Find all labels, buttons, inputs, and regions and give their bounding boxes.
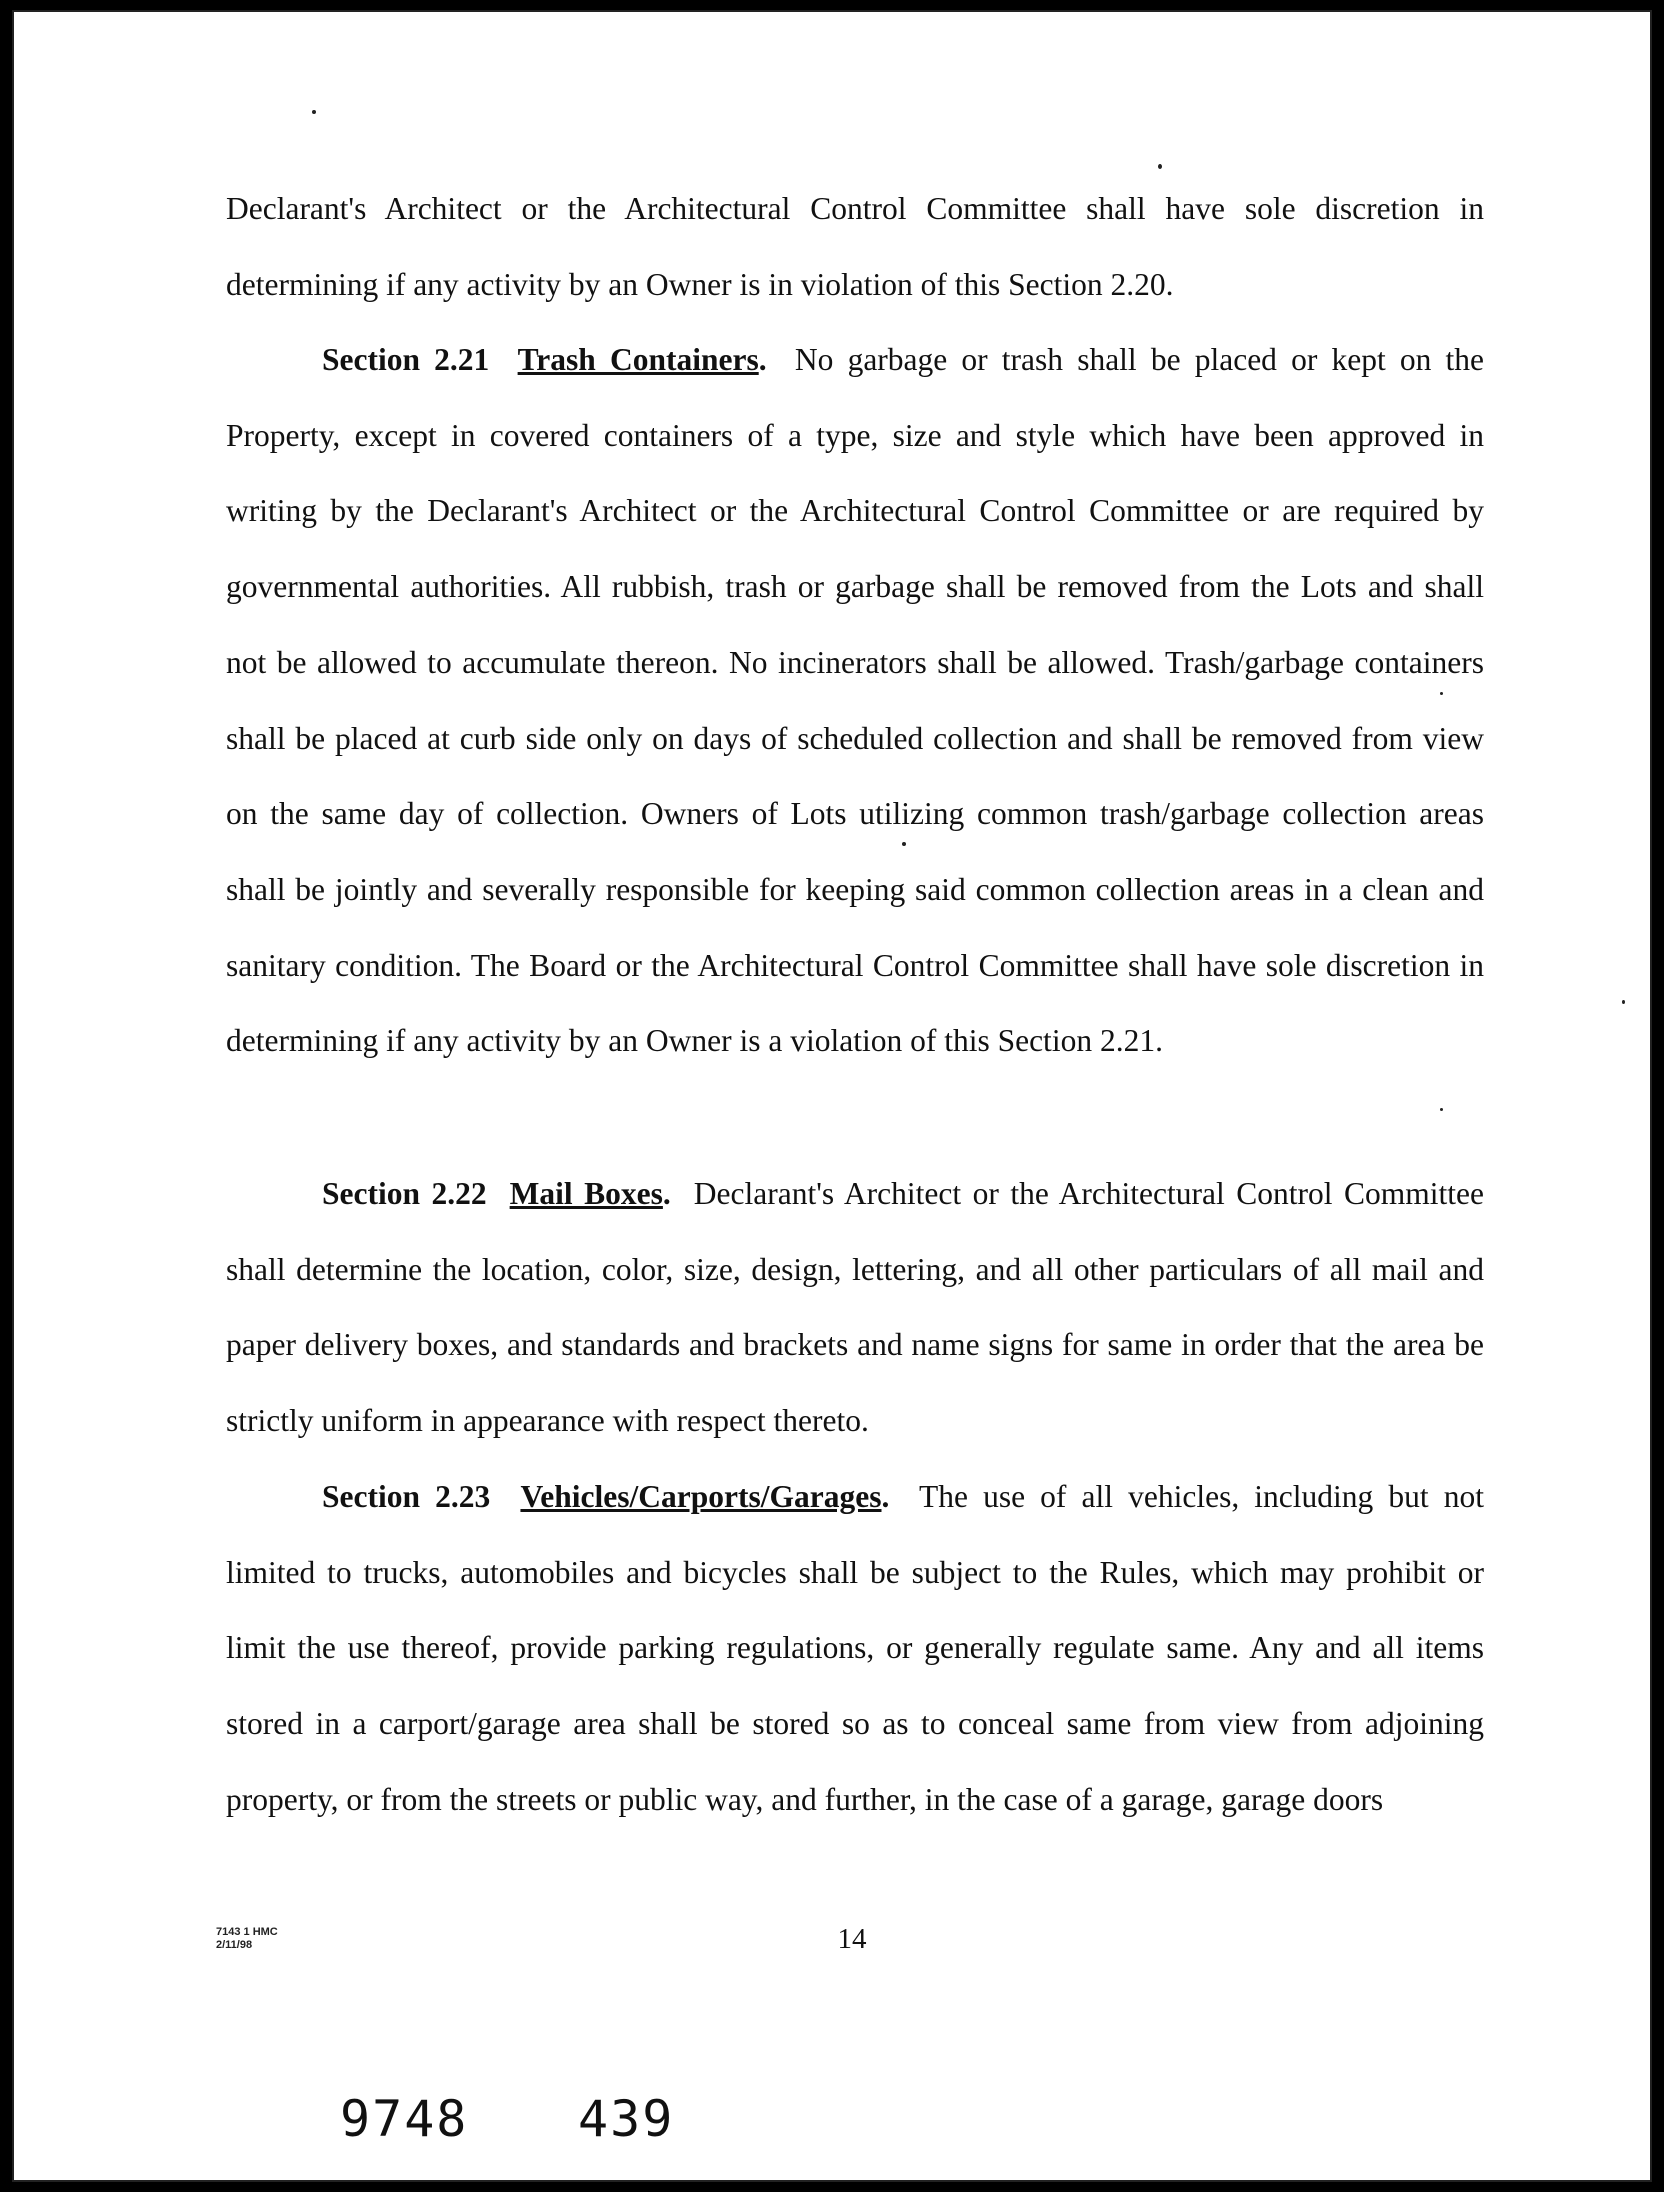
scan-speck	[1440, 1108, 1443, 1111]
section-2-22	[226, 1156, 1484, 1459]
section-number: Section 2.23	[322, 1479, 491, 1514]
scan-speck	[902, 842, 906, 846]
recording-stamp-page: 439	[578, 2090, 675, 2148]
section-title: Vehicles/Carports/Garages	[520, 1479, 882, 1514]
footer-code-line: 2/11/98	[216, 1939, 253, 1951]
section-paragraph: Section 2.21 Trash Containers. No garbage or trash shall be placed or kept on the Property, except in covered containers of a type, size and style which have been approved in writing by the Declarant's Architect or the Architectural Control Committee or are required by governmental authorities. All rubbish, trash or garbage shall be removed from the Lots and shall not be allowed to accumulate thereon. No incinerators shall be allowed. Trash/garbage containers shall be placed at curb side only on days of scheduled collection and shall be removed from view on the same day of collection. Owners of Lots utilizing common trash/garbage collection areas shall be jointly and severally responsible for keeping said common collection areas in a clean and sanitary condition. The Board or the Architectural Control Committee shall have sole discretion in determining if any activity by an Owner is a violation of this Section 2.21.	[226, 342, 1485, 1059]
scan-speck	[1158, 164, 1162, 169]
section-body: The use of all vehicles, including but not limited to trucks, automobiles and bicycles shall be subject to the Rules, which may prohibit or limit the use thereof, provide parking regulations, or generally regulate same. Any and all items stored in a carport/garage area shall be stored so as to conceal same from view from adjoining property, or from the streets or public way, and further, in the case of a garage, garage doors	[226, 1479, 1485, 1817]
scan-speck	[1622, 1000, 1625, 1004]
section-2-21	[226, 322, 1484, 1079]
recording-stamp-book: 9748	[340, 2090, 469, 2148]
page-number: 14	[837, 1923, 867, 1955]
footer-code-line: 7143 1 HMC	[216, 1926, 278, 1938]
section-number: Section 2.21	[322, 342, 490, 377]
intro-line: determining if any activity by an Owner is in violation of this Section 2.20.	[226, 266, 1174, 302]
section-title: Mail Boxes	[509, 1176, 663, 1211]
section-number: Section 2.22	[322, 1176, 487, 1211]
section-2-23	[226, 1459, 1484, 1838]
section-paragraph: Section 2.22 Mail Boxes. Declarant's Architect or the Architectural Control Committee shall determine the location, color, size, design, lettering, and all other particulars of all mail and paper delivery boxes, and standards and brackets and name signs for same in order that the area be strictly uniform in appearance with respect thereto.	[226, 1176, 1484, 1439]
section-title: Trash Containers	[517, 342, 759, 377]
section-body: Declarant's Architect or the Architectural Control Committee shall determine the location, color, size, design, lettering, and all other particulars of all mail and paper delivery boxes, and standards and brackets and name signs for same in order that the area be strictly uniform in appearance with respect thereto.	[226, 1176, 1484, 1439]
footer-code	[216, 1926, 278, 1952]
section-paragraph: Section 2.23 Vehicles/Carports/Garages. The use of all vehicles, including but not limited to trucks, automobiles and bicycles shall be subject to the Rules, which may prohibit or limit the use thereof, provide parking regulations, or generally regulate same. Any and all items stored in a carport/garage area shall be stored so as to conceal same from view from adjoining property, or from the streets or public way, and further, in the case of a garage, garage doors	[226, 1479, 1485, 1817]
scan-speck	[312, 110, 316, 114]
intro-paragraph	[226, 171, 1484, 322]
intro-line: Declarant's Architect or the Architectural Control Committee shall have sole discretion in	[226, 191, 1484, 226]
section-body: No garbage or trash shall be placed or kept on the Property, except in covered containers of a type, size and style which have been approved in writing by the Declarant's Architect or the Architectural Control Committee or are required by governmental authorities. All rubbish, trash or garbage shall be removed from the Lots and shall not be allowed to accumulate thereon. No incinerators shall be allowed. Trash/garbage containers shall be placed at curb side only on days of scheduled collection and shall be removed from view on the same day of collection. Owners of Lots utilizing common trash/garbage collection areas shall be jointly and severally responsible for keeping said common collection areas in a clean and sanitary condition. The Board or the Architectural Control Committee shall have sole discretion in determining if any activity by an Owner is a violation of this Section 2.21.	[226, 342, 1485, 1059]
document-page	[12, 10, 1652, 2182]
scan-speck	[1440, 692, 1443, 695]
